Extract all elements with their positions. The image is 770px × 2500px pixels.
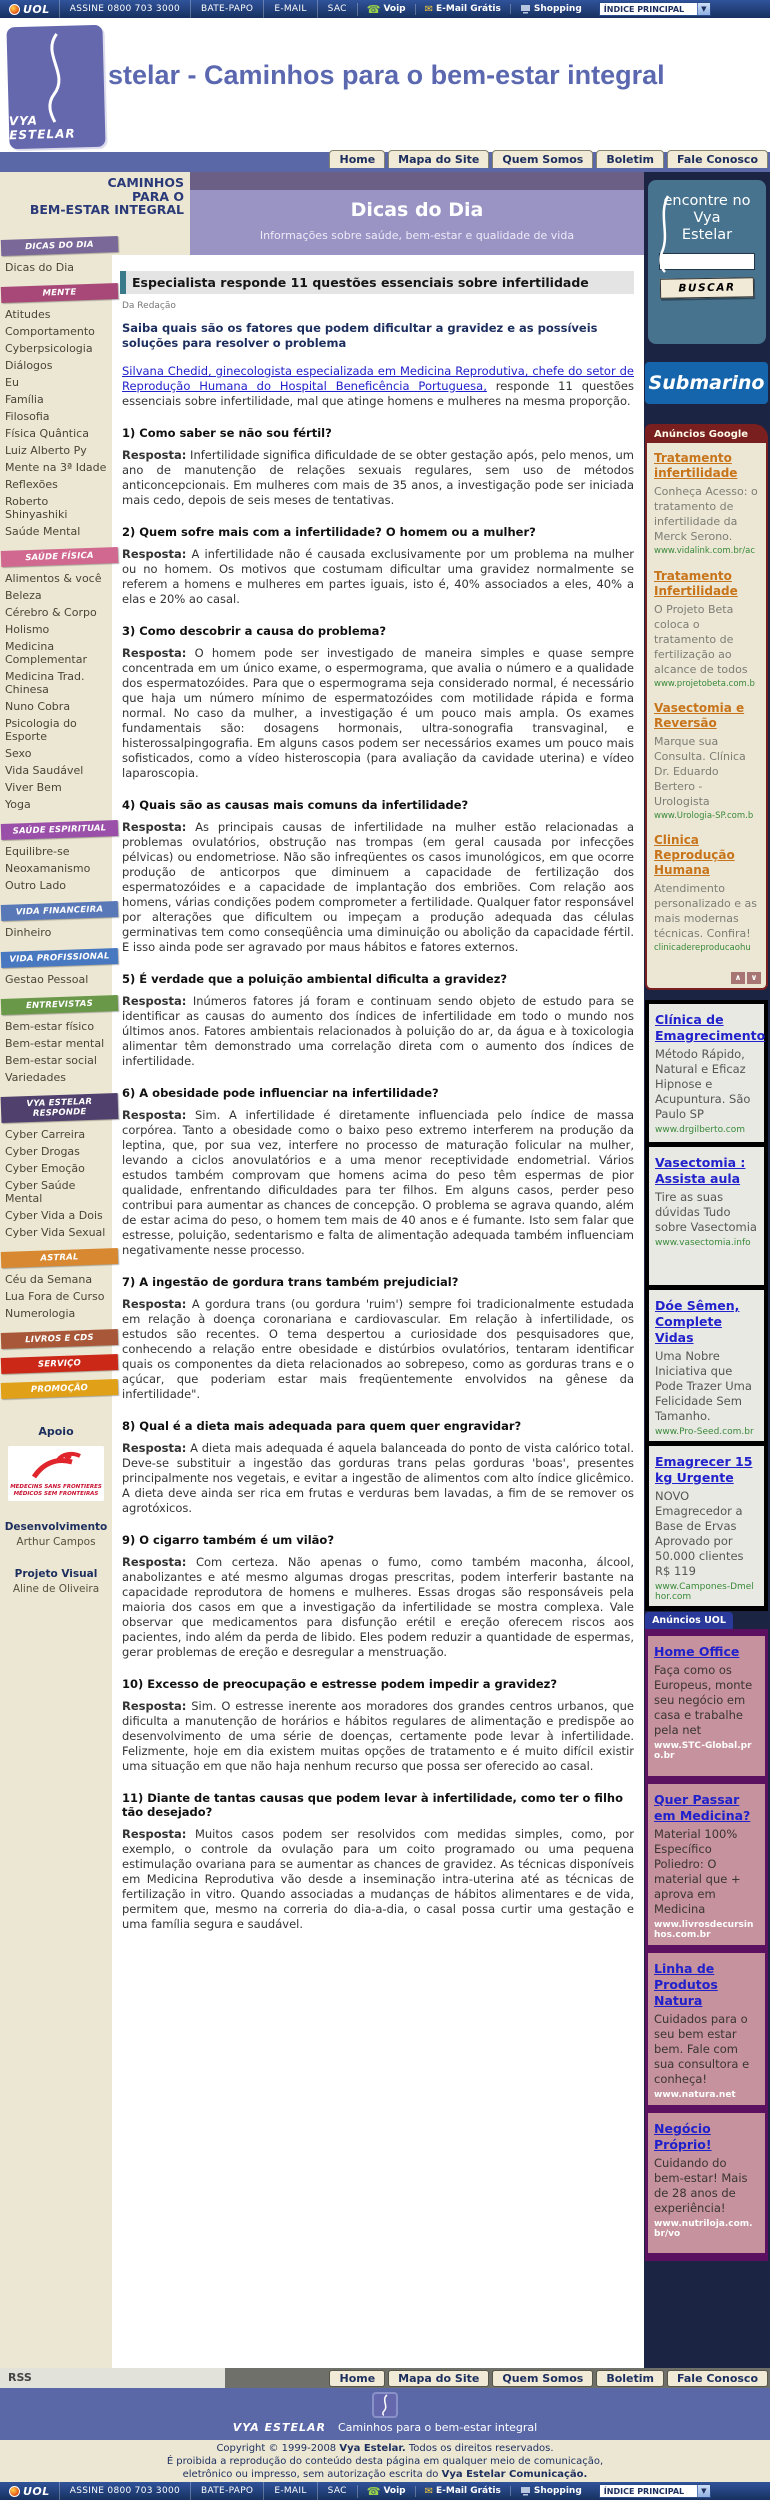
ad-title[interactable]: Emagrecer 15 kg Urgente <box>655 1454 753 1485</box>
answer-label: Resposta: <box>122 1555 187 1569</box>
sidebar-item[interactable]: Cyber Saúde Mental <box>5 1179 76 1205</box>
shopping-link[interactable]: Shopping <box>510 2486 591 2496</box>
email-gratis-link[interactable]: ✉ E-Mail Grátis <box>415 2486 510 2497</box>
question-heading: 7) A ingestão de gordura trans também prejudicial? <box>122 1275 459 1289</box>
sidebar-item[interactable]: Comportamento <box>5 325 95 338</box>
sidebar-section <box>0 238 112 276</box>
shopping-link[interactable]: Shopping <box>510 4 591 14</box>
sidebar-item[interactable]: Beleza <box>5 589 42 602</box>
sidebar-item[interactable]: Atitudes <box>5 308 51 321</box>
ad-url[interactable]: www.vidalink.com.br/ac <box>654 546 755 556</box>
question-heading: 10) Excesso de preocupação e estresse podem impedir a gravidez? <box>122 1677 557 1691</box>
topbar-link[interactable]: BATE-PAPO <box>190 2482 263 2500</box>
question-heading: 2) Quem sofre mais com a infertilidade? O homem ou a mulher? <box>122 525 536 539</box>
sidebar-section <box>0 549 112 813</box>
section-ribbon[interactable]: VIDA PROFISSIONAL <box>1 948 118 968</box>
index-principal-select[interactable]: ÍNDICE PRINCIPAL ▼ <box>599 2 711 16</box>
ad-url[interactable]: www.Pro-Seed.com.br <box>655 1427 754 1437</box>
ad-url[interactable]: clinicadereproducaohu <box>654 943 751 953</box>
footer-logo[interactable] <box>372 2392 398 2418</box>
article-title: Especialista responde 11 questões essenciais sobre infertilidade <box>120 271 634 294</box>
sidebar-item[interactable]: Luiz Alberto Py <box>5 444 87 457</box>
sidebar-item[interactable]: Bem-estar mental <box>5 1037 105 1050</box>
topbar-link[interactable]: ASSINE 0800 703 3000 <box>59 2482 190 2500</box>
ad-body: Uma Nobre Iniciativa que Pode Trazer Uma Felicidade Sem Tamanho. <box>655 1349 752 1423</box>
topbar-link[interactable]: SAC <box>317 2482 357 2500</box>
boxed-ad <box>649 1290 764 1441</box>
ad-url[interactable]: www.livrosdecursinhos.com.br <box>654 1920 754 1940</box>
sidebar-item[interactable]: Cérebro & Corpo <box>5 606 97 619</box>
uol-ad <box>648 1636 765 1776</box>
sidebar-section <box>0 950 112 988</box>
qa-block <box>120 1086 634 1258</box>
sidebar-item[interactable]: Variedades <box>5 1071 66 1084</box>
question-heading: 4) Quais são as causas mais comuns da infertilidade? <box>122 798 469 812</box>
question-heading: 9) O cigarro também é um vilão? <box>122 1533 334 1547</box>
nav-tab[interactable]: Quem Somos <box>492 2370 593 2387</box>
monitor-icon <box>520 2486 531 2496</box>
chevron-down-icon: ▼ <box>697 3 710 15</box>
voip-link[interactable]: ☎ Voip <box>357 3 415 16</box>
chevron-down-icon: ▼ <box>697 2485 710 2497</box>
nav-tab[interactable]: Boletim <box>596 150 664 168</box>
ads-pager <box>731 972 761 984</box>
question-heading: 8) Qual é a dieta mais adequada para quem quer engravidar? <box>122 1419 522 1433</box>
sidebar-section <box>0 1250 112 1322</box>
sidebar-section <box>0 997 112 1086</box>
sidebar-item[interactable]: Holismo <box>5 623 50 636</box>
sidebar-item[interactable]: Outro Lado <box>5 879 67 892</box>
topbar-link[interactable]: E-MAIL <box>263 2482 316 2500</box>
qa-block <box>120 972 634 1069</box>
question-heading: 6) A obesidade pode influenciar na infertilidade? <box>122 1086 439 1100</box>
uol-ad <box>648 2113 765 2253</box>
ad-title[interactable]: Vasectomia e Reversão <box>654 701 745 730</box>
section-ribbon[interactable]: VYA ESTELAR RESPONDE <box>1 1093 119 1123</box>
qa-block <box>120 1791 634 1932</box>
google-ad <box>647 693 766 825</box>
question-heading: 11) Diante de tantas causas que podem levar à infertilidade, como ter o filho tão desejado? <box>122 1791 623 1819</box>
ad-body: Faça como os Europeus, monte seu negócio em casa e trabalhe pela net <box>654 1663 753 1737</box>
uol-logo[interactable]: UOL <box>0 2485 59 2498</box>
logo-wordmark: VYA ESTELAR <box>8 113 76 143</box>
qa-block <box>120 525 634 607</box>
sidebar-item[interactable]: Alimentos & você <box>5 572 102 585</box>
ad-body: NOVO Emagrecedor a Base de Ervas Aprovado por 50.000 clientes R$ 119 <box>655 1489 744 1578</box>
footer-curve-icon <box>380 2394 390 2416</box>
search-input[interactable] <box>659 253 755 270</box>
uol-ad <box>648 1953 765 2105</box>
article-byline: Da Redação <box>122 301 176 311</box>
qa-block <box>120 1533 634 1660</box>
article-lead: Saiba quais são os fatores que podem dificultar a gravidez e as possíveis soluções para resolver o problema <box>122 321 598 350</box>
google-ad <box>647 443 766 561</box>
answer-label: Resposta: <box>122 1827 187 1841</box>
ad-title[interactable]: Linha de Produtos Natura <box>654 1961 718 2008</box>
sidebar-item[interactable]: Yoga <box>5 798 31 811</box>
sidebar-section <box>0 822 112 894</box>
search-panel <box>648 180 766 344</box>
topbar-link[interactable]: E-MAIL <box>263 0 316 18</box>
footer-caption <box>0 2421 770 2434</box>
section-ribbon[interactable]: SERVIÇO <box>1 1354 118 1374</box>
bottom-nav <box>225 2368 770 2388</box>
dev-name: Arthur Campos <box>16 1536 96 1548</box>
question-heading: 5) É verdade que a poluição ambiental dificulta a gravidez? <box>122 972 508 986</box>
sidebar-item[interactable]: Gestao Pessoal <box>5 973 89 986</box>
dev-label: Desenvolvimento <box>4 1521 108 1533</box>
nav-tab[interactable]: Boletim <box>596 2370 664 2387</box>
ad-url[interactable]: www.Urologia-SP.com.b <box>654 811 754 821</box>
sidebar-item[interactable]: Viver Bem <box>5 781 62 794</box>
ad-url[interactable]: www.STC-Global.pro.br <box>654 1741 752 1761</box>
answer-label: Resposta: <box>122 448 187 462</box>
section-banner <box>190 190 644 255</box>
search-curve-icon <box>656 194 672 274</box>
ad-body: Marque sua Consulta. Clínica Dr. Eduardo Bertero - Urologista <box>654 735 746 808</box>
intro-author-link[interactable]: Silvana Chedid, ginecologista especializada em Medicina Reprodutiva, chefe do setor de Reprodução Humana do Hospital Beneficência Portuguesa, <box>122 364 634 393</box>
sidebar-item[interactable]: Mente na 3ª Idade <box>5 461 107 474</box>
answer-paragraph: Resposta: Sim. A infertilidade é diretamente influenciada pelo índice de massa corpórea. Tanto a obesidade como o baixo peso extremo interferem na produção da leptina, que, por sua vez, interfere no processo de maturação folicular na mulher, levando a ciclos anovulatórios e a uma menor receptividade endometrial. Vários estudos também comprovam que homens acima do peso têm espermas de pior qualidade, enfrentando dificuldades para ter filhos. Em alguns casos, perder peso contribui para aumentar as chances de concepção. O problema se agrava quando, além de estar acima do peso, o homem tem mais de 40 anos e é fumante. Isto sem falar que estresse, poluição, sedentarismo e falta de alimentação adequada também influenciam negativamente nesse processo. <box>122 1108 634 1257</box>
uol-globe-icon <box>9 4 20 15</box>
section-ribbon[interactable]: ASTRAL <box>1 1248 118 1268</box>
phone-icon: ☎ <box>366 2 381 16</box>
sidebar-item[interactable]: Cyber Vida a Dois <box>5 1209 103 1222</box>
sidebar-item[interactable]: Equilibre-se <box>5 845 70 858</box>
visual-name: Aline de Oliveira <box>12 1583 100 1595</box>
sidebar-section <box>0 1331 112 1347</box>
sidebar-item[interactable]: Bem-estar físico <box>5 1020 95 1033</box>
copyright-line1: Copyright © 1999-2008 Vya Estelar. Todos os direitos reservados. <box>216 2443 554 2454</box>
sidebar-item[interactable]: Cyber Vida Sexual <box>5 1226 106 1239</box>
msf-logo[interactable]: MEDECINS SANS FRONTIERES MÉDICOS SEM FRONTEIRAS <box>8 1446 104 1501</box>
topbar-link[interactable]: ASSINE 0800 703 3000 <box>59 0 190 18</box>
answer-paragraph: Resposta: Com certeza. Não apenas o fumo, como também maconha, álcool, anabolizantes e até mesmo algumas drogas prescritas, podem interferir bastante na capacidade reprodutora de homens e mulheres. Essas drogas são responsáveis pela maioria dos casos em que a investigação da infertilidade se mostra complexa. Vale observar que medicamentos para disfunção erétil e ereção oferecem riscos aos pacientes, indo além da perda de libido. Eles podem reduzir a quantidade de espermas, gerar problemas de ereção e desregular a menstruação. <box>122 1555 634 1659</box>
uol-ads-header: Anúncios UOL <box>645 1612 733 1629</box>
answer-label: Resposta: <box>122 1297 187 1311</box>
answer-label: Resposta: <box>122 1108 187 1122</box>
section-ribbon[interactable]: ENTREVISTAS <box>1 995 118 1015</box>
google-ads-header: Anúncios Google <box>647 426 766 443</box>
sidebar-item[interactable]: Bem-estar social <box>5 1054 97 1067</box>
ad-title[interactable]: Quer Passar em Medicina? <box>654 1792 751 1823</box>
google-ad <box>647 825 766 957</box>
answer-paragraph: Resposta: Infertilidade significa dificuldade de se obter gestação após, pelo menos, um ano de manutenção de relações sexuais regulares, sem uso de métodos anticoncepcionais. Em mulheres com mais de 35 anos, a investigação pode ser iniciada mais cedo, depois de seis meses de tentativas. <box>122 448 634 507</box>
visual-label: Projeto Visual <box>14 1568 98 1580</box>
ads-down-button[interactable]: ∨ <box>747 972 761 984</box>
qa-block <box>120 624 634 781</box>
site-logo[interactable] <box>6 25 105 149</box>
nav-tab[interactable]: Quem Somos <box>492 150 593 168</box>
sidebar-item[interactable]: Vida Saudável <box>5 764 84 777</box>
copyright-line2: É proibida a reprodução do conteúdo desta página em qualquer meio de comunicação, <box>166 2456 604 2467</box>
copyright-block <box>0 2440 770 2482</box>
nav-tab[interactable]: Fale Conosco <box>667 150 768 168</box>
answer-label: Resposta: <box>122 1699 187 1713</box>
ad-url[interactable]: www.vasectomia.info <box>655 1238 751 1248</box>
answer-paragraph: Resposta: A infertilidade não é causada exclusivamente por um problema na mulher ou no homem. Os motivos que costumam dificultar uma gravidez normalmente se referem a homens e mulheres em partes iguais, isto é, 40% associados a eles, 40% a elas e 20% ao casal. <box>122 547 634 606</box>
section-ribbon[interactable]: LIVROS E CDS <box>1 1329 118 1349</box>
sidebar-item[interactable]: Nuno Cobra <box>5 700 71 713</box>
main-nav <box>329 150 768 168</box>
page-title: stelar - Caminhos para o bem-estar integral <box>108 60 665 90</box>
uol-topbar <box>0 0 770 18</box>
phone-icon: ☎ <box>366 2484 381 2498</box>
answer-paragraph: Resposta: As principais causas de infertilidade na mulher estão relacionadas a problemas ovulatórios, obstrução nas trompas (em geral causada por infecções pélvicas) ou endometriose. Não são infreqüentes os casos imunológicos, em que ocorre produção de anticorpos que diminuem a capacidade de fertilização dos espermatozóides e a capacidade de implantação dos embriões. Com relação aos homens, várias condições podem comprometer a fertilidade. Qualquer fator responsável por alterações que dificultem ou impeçam a produção adequada das células germinativas tem como conseqüência uma diminuição ou abolição da capacidade fértil. E isso ainda pode ser agravado por maus hábitos e fatores externos. <box>122 820 634 954</box>
answer-paragraph: Resposta: Inúmeros fatores já foram e continuam sendo objeto de estudo para se identificar as causas do aumento dos índices de infertilidade em todo o mundo nos últimos anos. Fatores ambientais relacionados à poluição do ar, da água e à toxicologia alimentar têm demonstrado uma correlação direta com o aumento dos índices de infertilidade. <box>122 994 634 1068</box>
footer-banner <box>0 2388 770 2440</box>
answer-label: Resposta: <box>122 646 187 660</box>
boxed-ad <box>649 1446 764 1606</box>
ad-url[interactable]: www.natura.net <box>654 2090 736 2100</box>
sidebar-item[interactable]: Cyberpsicologia <box>5 342 93 355</box>
ads-up-button[interactable]: ∧ <box>731 972 745 984</box>
ad-title[interactable]: Vasectomia : Assista aula <box>655 1155 746 1186</box>
qa-block <box>120 798 634 955</box>
answer-paragraph: Resposta: Sim. O estresse inerente aos moradores dos grandes centros urbanos, que dificulta a manutenção de horários e hábitos regulares de alimentação e predispõe ao desenvolvimento de uma série de doenças, certamente pode levar à infertilidade. Felizmente, hoje em dia existem muitas opções de tratamento e é muito difícil existir uma situação em que não haja nenhum recurso que possa ser oferecido ao casal. <box>122 1699 634 1773</box>
section-subtitle: Informações sobre saúde, bem-estar e qualidade de vida <box>259 229 575 242</box>
answer-paragraph: Resposta: A gordura trans (ou gordura 'ruim') sempre foi tradicionalmente estudada em relação à doença coronariana e cardiovascular. Em relação à infertilidade, os estudos são recentes. O tema despertou a curiosidade dos pesquisadores que, conhecendo a relação entre obesidade e distúrbios ovulatórios, tentaram identificar quais os componentes da dieta relacionados ao sobrepeso, como as gorduras trans e o açúcar, que poderiam estar mais freqüentemente envolvidos na gênese da infertilidade". <box>122 1297 634 1401</box>
sidebar-item[interactable]: Família <box>5 393 44 406</box>
nav-tab[interactable]: Mapa do Site <box>388 2370 489 2387</box>
ad-title[interactable]: Dóe Sêmen, Complete Vidas <box>655 1298 740 1345</box>
qa-block <box>120 1677 634 1774</box>
section-ribbon[interactable]: DICAS DO DIA <box>1 236 118 256</box>
answer-label: Resposta: <box>122 820 187 834</box>
section-ribbon[interactable]: PROMOÇÃO <box>1 1379 118 1399</box>
nav-tab[interactable]: Home <box>329 2370 385 2387</box>
question-heading: 3) Como descobrir a causa do problema? <box>122 624 387 638</box>
qa-block <box>120 426 634 508</box>
nav-tab[interactable]: Fale Conosco <box>667 2370 768 2387</box>
ad-title[interactable]: Home Office <box>654 1644 740 1659</box>
sidebar-section <box>0 1095 112 1241</box>
sidebar-item[interactable]: Roberto Shinyashiki <box>5 495 68 521</box>
sidebar-item[interactable]: Eu <box>5 376 19 389</box>
logo-curve-icon <box>37 32 75 125</box>
sidebar-item[interactable]: Cyber Carreira <box>5 1128 86 1141</box>
sidebar-item[interactable]: Filosofia <box>5 410 50 423</box>
nav-tab[interactable]: Mapa do Site <box>388 150 489 168</box>
sidebar-item[interactable]: Dicas do Dia <box>5 261 75 274</box>
sidebar-item[interactable]: Lua Fora de Curso <box>5 1290 105 1303</box>
answer-label: Resposta: <box>122 547 187 561</box>
sidebar-item[interactable]: Medicina Complementar <box>5 640 87 666</box>
section-ribbon[interactable]: VIDA FINANCEIRA <box>1 901 118 921</box>
uol-logo-text: UOL <box>23 2 50 16</box>
boxed-ads-panel <box>645 1000 768 1611</box>
answer-label: Resposta: <box>122 1441 187 1455</box>
google-ad <box>647 561 766 693</box>
google-ads-panel <box>645 424 768 990</box>
sidebar-item[interactable]: Céu da Semana <box>5 1273 93 1286</box>
submarino-ad[interactable]: Submarino <box>645 362 768 404</box>
answer-label: Resposta: <box>122 994 187 1008</box>
site-header <box>0 18 770 152</box>
answer-paragraph: Resposta: Muitos casos podem ser resolvidos com medidas simples, como, por exemplo, o controle da ovulação para um coito programado ou uma pequena estimulação ovariana para se aumentar as chances de gravidez. As técnicas disponíveis em Medicina Reprodutiva vão desde a inseminação intra-uterina até as técnicas de fertilização in vitro. Quando associadas a mudanças de hábitos alimentares e de vida, permitem que, mesmo na correria do dia-a-dia, o casal possa curtir uma gestação e uma família segura e saudável. <box>122 1827 634 1931</box>
boxed-ad <box>649 1147 764 1285</box>
section-title: Dicas do Dia <box>350 199 484 221</box>
sidebar-heading: CAMINHOS PARA O BEM-ESTAR INTEGRAL <box>29 175 184 217</box>
ad-title[interactable]: Tratamento infertilidade <box>654 451 738 480</box>
envelope-icon: ✉ <box>424 2485 434 2497</box>
question-heading: 1) Como saber se não sou fértil? <box>122 426 332 440</box>
sidebar-item[interactable]: Diálogos <box>5 359 53 372</box>
monitor-icon <box>520 4 531 14</box>
ad-url[interactable]: www.projetobeta.com.b <box>654 679 755 689</box>
ad-title[interactable]: Negócio Próprio! <box>654 2121 712 2152</box>
article <box>112 255 644 2368</box>
ad-body: Atendimento personalizado e as mais modernas técnicas. Confira! <box>654 882 758 940</box>
sidebar-section <box>0 285 112 540</box>
sidebar-section <box>0 1381 112 1397</box>
topbar-link[interactable]: BATE-PAPO <box>190 0 263 18</box>
footer-brand: VYA ESTELAR <box>232 2421 326 2434</box>
buscar-button[interactable]: BUSCAR <box>660 277 754 299</box>
section-ribbon[interactable]: MENTE <box>1 283 118 303</box>
ad-body: Material 100% Específico Poliedro: O material que + aprova em Medicina <box>654 1827 741 1916</box>
sidebar-item[interactable]: Numerologia <box>5 1307 76 1320</box>
uol-ad <box>648 1784 765 1945</box>
sidebar-item[interactable]: Saúde Mental <box>5 525 81 538</box>
uol-globe-icon <box>9 2486 20 2497</box>
section-ribbon[interactable]: SAÚDE ESPIRITUAL <box>1 820 118 840</box>
sidebar-item[interactable]: Sexo <box>5 747 32 760</box>
sidebar-item[interactable]: Cyber Emoção <box>5 1162 85 1175</box>
answer-paragraph: Resposta: A dieta mais adequada é aquela balanceada do ponto de vista calórico total. Deve-se substituir a ingestão das gorduras trans pelas gorduras 'boas', presentes principalmente nos vegetais, e evitar a ingestão de alimentos com alto índice glicêmico. A dieta deve ainda ser rica em frutas e verduras bem lavadas, a fim de se remover os agrotóxicos. <box>122 1441 634 1515</box>
uol-ads-panel <box>645 1629 768 2261</box>
sidebar-item[interactable]: Reflexões <box>5 478 58 491</box>
section-ribbon[interactable]: SAÚDE FÍSICA <box>1 547 118 567</box>
uol-bottombar <box>0 2482 770 2500</box>
uol-logo[interactable] <box>0 3 59 16</box>
banner-strip <box>190 172 644 190</box>
sidebar-item[interactable]: Dinheiro <box>5 926 52 939</box>
ad-body: Tire as suas dúvidas Tudo sobre Vasectomia <box>655 1190 757 1234</box>
ad-title[interactable]: Tratamento Infertilidade <box>654 569 738 598</box>
voip-link[interactable]: ☎ Voip <box>357 2485 415 2498</box>
sidebar-item[interactable]: Cyber Drogas <box>5 1145 80 1158</box>
sidebar-section <box>0 1356 112 1372</box>
ad-body: Cuidados para o seu bem estar bem. Fale com sua consultora e conheça! <box>654 2012 750 2086</box>
search-label: encontre no Vya Estelar <box>663 193 751 243</box>
ad-title[interactable]: Clinica Reprodução Humana <box>654 833 735 877</box>
rss-bar <box>0 2368 770 2388</box>
apoio-block <box>0 1425 112 1595</box>
sidebar-item[interactable]: Psicologia do Esporte <box>5 717 77 743</box>
sidebar-section <box>0 903 112 941</box>
qa-block <box>120 1275 634 1402</box>
envelope-icon: ✉ <box>424 3 434 15</box>
ad-url[interactable]: www.nutriloja.com.br/vo <box>654 2219 753 2239</box>
article-intro: Silvana Chedid, ginecologista especializada em Medicina Reprodutiva, chefe do setor de Reprodução Humana do Hospital Beneficência Portuguesa, responde 11 questões essenciais sobre infertilidade, mal que atinge homens e mulheres na mesma proporção. <box>122 364 634 408</box>
sidebar-item[interactable]: Medicina Trad. Chinesa <box>5 670 85 696</box>
rss-link[interactable]: RSS <box>8 2371 32 2384</box>
apoio-label: Apoio <box>38 1425 74 1438</box>
email-gratis-link[interactable]: ✉ E-Mail Grátis <box>415 4 510 15</box>
topbar-link[interactable]: SAC <box>317 0 357 18</box>
ad-body: Método Rápido, Natural e Eficaz Hipnose e Acupuntura. São Paulo SP <box>655 1047 751 1121</box>
boxed-ad <box>649 1004 764 1142</box>
sidebar-item[interactable]: Física Quântica <box>5 427 89 440</box>
answer-paragraph: Resposta: O homem pode ser investigado de maneira simples e quase sempre concentrada em um único exame, o espermograma, que avalia o número e a qualidade dos espermatozóides. Para que o espermograma seja considerado normal, é necessário que haja um número mínimo de espermatozóides com motilidade rápida e forma normal. No caso da mulher, a investigação é um pouco mais ampla. Os exames fundamentais são: dosagens hormonais, ultra-sonografia transvaginal, e histerossalpingografia. Em alguns casos podem ser necessários exames um pouco mais sofisticados, como a vídeo histeroscopia (para avaliação da cavidade uterina) e vídeo laparoscopia. <box>122 646 634 780</box>
sidebar <box>0 228 112 2368</box>
footer-tagline: Caminhos para o bem-estar integral <box>337 2421 538 2434</box>
sidebar-item[interactable]: Neoxamanismo <box>5 862 91 875</box>
ad-url[interactable]: www.Campones-Dmelhor.com <box>655 1582 754 1602</box>
copyright-line3: eletrônico ou impresso, sem autorização escrita do Vya Estelar Comunicação. <box>182 2469 588 2480</box>
ad-url[interactable]: www.drgilberto.com <box>655 1125 745 1135</box>
ad-body: O Projeto Beta coloca o tratamento de fertilização ao alcance de todos <box>654 603 748 676</box>
ad-body: Cuidando do bem-estar! Mais de 28 anos de experiência! <box>654 2156 748 2215</box>
qa-block <box>120 1419 634 1516</box>
nav-tab[interactable]: Home <box>329 150 385 168</box>
index-principal-select[interactable]: ÍNDICE PRINCIPAL ▼ <box>599 2484 711 2498</box>
ad-title[interactable]: Clínica de Emagrecimento <box>655 1012 766 1043</box>
ad-body: Conheça Acesso: o tratamento de infertilidade da Merck Serono. <box>654 485 758 543</box>
msf-figure-icon <box>28 1450 84 1480</box>
